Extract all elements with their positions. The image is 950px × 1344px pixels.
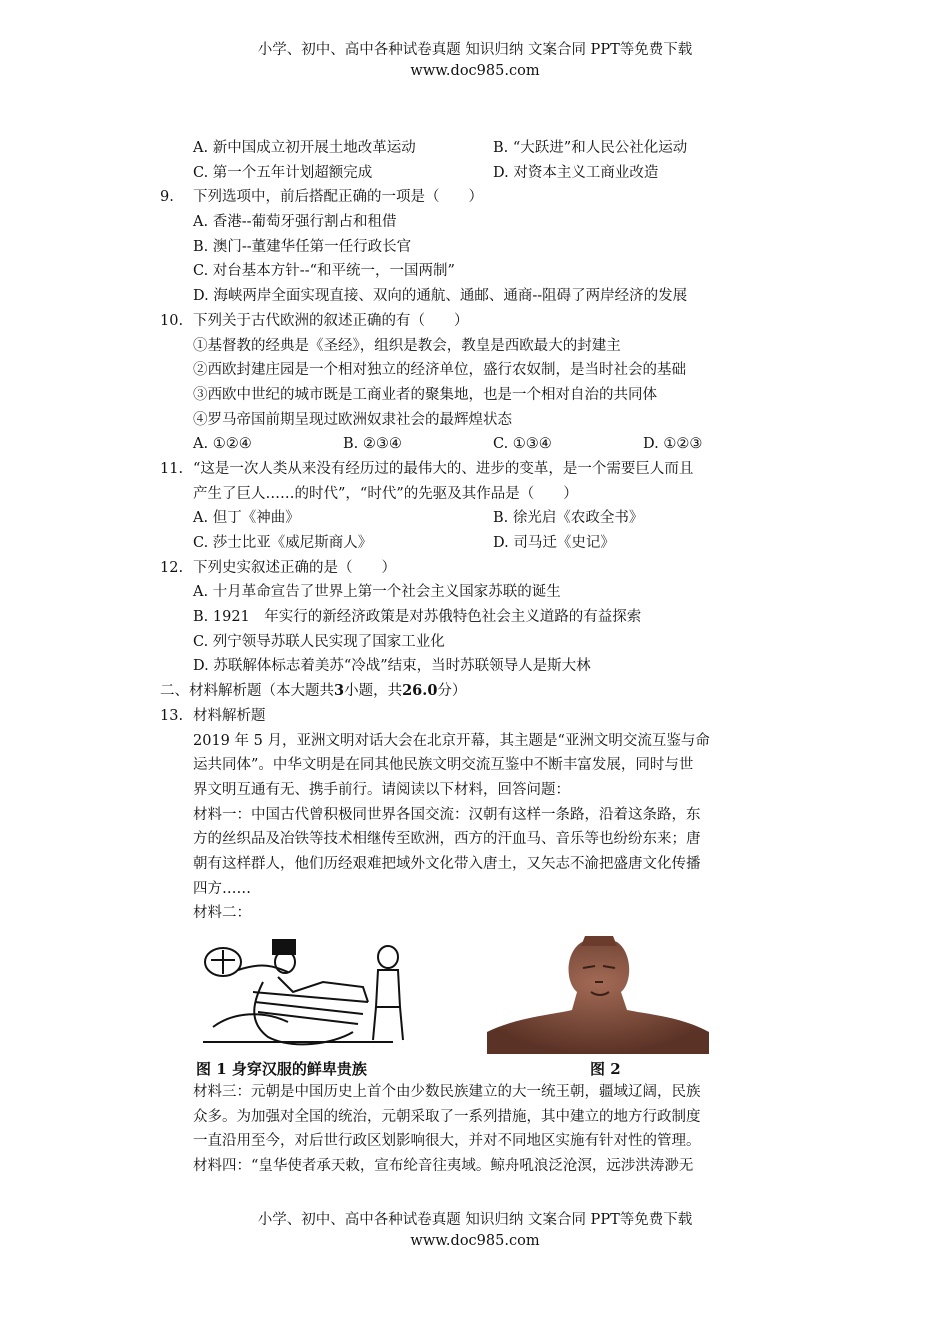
q11-options-row1 [160,506,800,531]
q12-option-c: C. 列宁领导苏联人民实现了国家工业化 [193,633,445,650]
q10-statement-4: ④罗马帝国前期呈现过欧洲奴隶社会的最辉煌状态 [193,411,512,428]
xianbei-noble-illustration [193,932,408,1054]
q9-text: 下列选项中，前后搭配正确的一项是（ ） [193,189,483,206]
q12-text: 下列史实叙述正确的是（ ） [193,559,396,576]
q13-intro-3: 界文明互通有无、携手前行。请阅读以下材料，回答问题： [193,781,570,798]
q9-option-d: D. 海峡两岸全面实现直接、双向的通航、通邮、通商--阻碍了两岸经济的发展 [193,288,688,305]
material-3-line2: 众多。为加强对全国的统治，元朝采取了一系列措施，其中建立的地方行政制度 [193,1108,701,1125]
material-1-line3: 朝有这样群人，他们历经艰难把域外文化带入唐土，又矢志不渝把盛唐文化传播 [193,855,701,872]
q10-number: 10. [160,312,184,329]
q8-option-c: C. 第一个五年计划超额完成 [193,164,373,181]
q9-stem [160,185,800,210]
q11-text-2: 产生了巨人……的时代”，“时代”的先驱及其作品是（ ） [193,485,578,502]
q12-option-b: B. 1921 年实行的新经济政策是对苏俄特色社会主义道路的有益探索 [193,609,642,626]
q11-options-row2 [160,531,800,556]
q12-stem [160,556,800,581]
q8-options-row1 [160,136,800,161]
q10-statement-1: ①基督教的经典是《圣经》，组织是教会，教皇是西欧最大的封建主 [193,337,621,354]
q12-number: 12. [160,559,184,576]
q10-option-c: C. ①③④ [493,436,552,453]
q12-option-d: D. 苏联解体标志着美苏“冷战”结束，当时苏联领导人是斯大林 [193,658,591,675]
q8-option-b: B. “大跃进”和人民公社化运动 [493,140,688,156]
q10-statement-3: ③西欧中世纪的城市既是工商业者的聚集地，也是一个相对自治的共同体 [193,386,657,403]
warrior-statue-photo [487,932,709,1054]
q8-option-d: D. 对资本主义工商业改造 [493,164,659,181]
section-2-heading [160,679,800,704]
q9-option-a: A. 香港--葡萄牙强行割占和租借 [193,214,397,231]
q11-option-b: B. 徐光启《农政全书》 [493,510,644,527]
material-3-line1: 材料三：元朝是中国历史上首个由少数民族建立的大一统王朝，疆域辽阔，民族 [193,1084,701,1100]
q11-stem-line1 [160,457,800,482]
page-footer [0,1210,950,1252]
material-4-line1: 材料四：“皇华使者承天敕，宣布纶音往夷域。鲸舟吼浪泛沧溟，远涉洪涛渺无 [193,1158,694,1175]
q10-option-b: B. ②③④ [343,436,402,453]
q8-options-row2 [160,161,800,186]
q11-number: 11. [160,460,184,477]
material-2-figures [160,932,800,1080]
figure-2-caption: 图 2 [590,1060,621,1078]
material-3-line3: 一直沿用至今，对后世行政区划影响很大，并对不同地区实施有针对性的管理。 [193,1133,701,1150]
material-2-label: 材料二： [193,905,251,922]
q10-statement-2: ②西欧封建庄园是一个相对独立的经济单位，盛行农奴制，是当时社会的基础 [193,362,686,379]
q13-title: 材料解析题 [193,707,266,724]
q10-stem [160,309,800,334]
q9-option-b: B. 澳门--董建华任第一任行政长官 [193,238,412,255]
q10-option-d: D. ①②③ [643,436,703,453]
material-1-line1: 材料一：中国古代曾积极同世界各国交流：汉朝有这样一条路，沿着这条路，东 [193,806,701,823]
q13-stem [160,704,800,729]
section-2-count: 3 [334,682,345,700]
section-2-mid: 小题，共 [344,683,403,700]
q12-option-a: A. 十月革命宣告了世界上第一个社会主义国家苏联的诞生 [193,584,561,601]
q11-option-c: C. 莎士比亚《威尼斯商人》 [193,535,373,551]
q13-intro-2: 运共同体”。中华文明是在同其他民族文明交流互鉴中不断丰富发展，同时与世 [193,757,694,774]
page-header [0,40,950,82]
q13-intro-1: 2019 年 5 月，亚洲文明对话大会在北京开幕，其主题是“亚洲文明交流互鉴与命 [193,732,710,749]
q11-text-1: “这是一次人类从来没有经历过的最伟大的、进步的变革，是一个需要巨人而且 [193,460,694,477]
q8-option-a: A. 新中国成立初开展土地改革运动 [193,140,416,156]
figure-1-caption: 图 1 身穿汉服的鲜卑贵族 [196,1060,367,1078]
exam-content [160,136,800,1179]
q11-option-a: A. 但丁《神曲》 [193,510,300,527]
q9-option-c: C. 对台基本方针--“和平统一，一国两制” [193,263,455,280]
header-banner: 小学、初中、高中各种试卷真题 知识归纳 文案合同 PPT等免费下载 [257,42,693,58]
material-1-line4: 四方…… [193,880,251,897]
footer-banner: 小学、初中、高中各种试卷真题 知识归纳 文案合同 PPT等免费下载 [257,1212,693,1228]
q10-option-a: A. ①②④ [193,436,252,453]
section-2-score: 26.0 [402,682,438,700]
q10-options [160,432,800,457]
q10-text: 下列关于古代欧洲的叙述正确的有（ ） [193,312,469,329]
q9-number: 9. [160,189,174,206]
section-2-post: 分） [437,683,467,700]
q11-option-d: D. 司马迁《史记》 [493,535,615,551]
footer-url: www.doc985.com [410,1233,540,1249]
material-1-line2: 方的丝织品及冶铁等技术相继传至欧洲，西方的汗血马、音乐等也纷纷东来；唐 [193,831,701,848]
q13-number: 13. [160,707,184,724]
section-2-pre: 二、材料解析题（本大题共 [160,683,334,700]
header-url: www.doc985.com [410,63,540,79]
